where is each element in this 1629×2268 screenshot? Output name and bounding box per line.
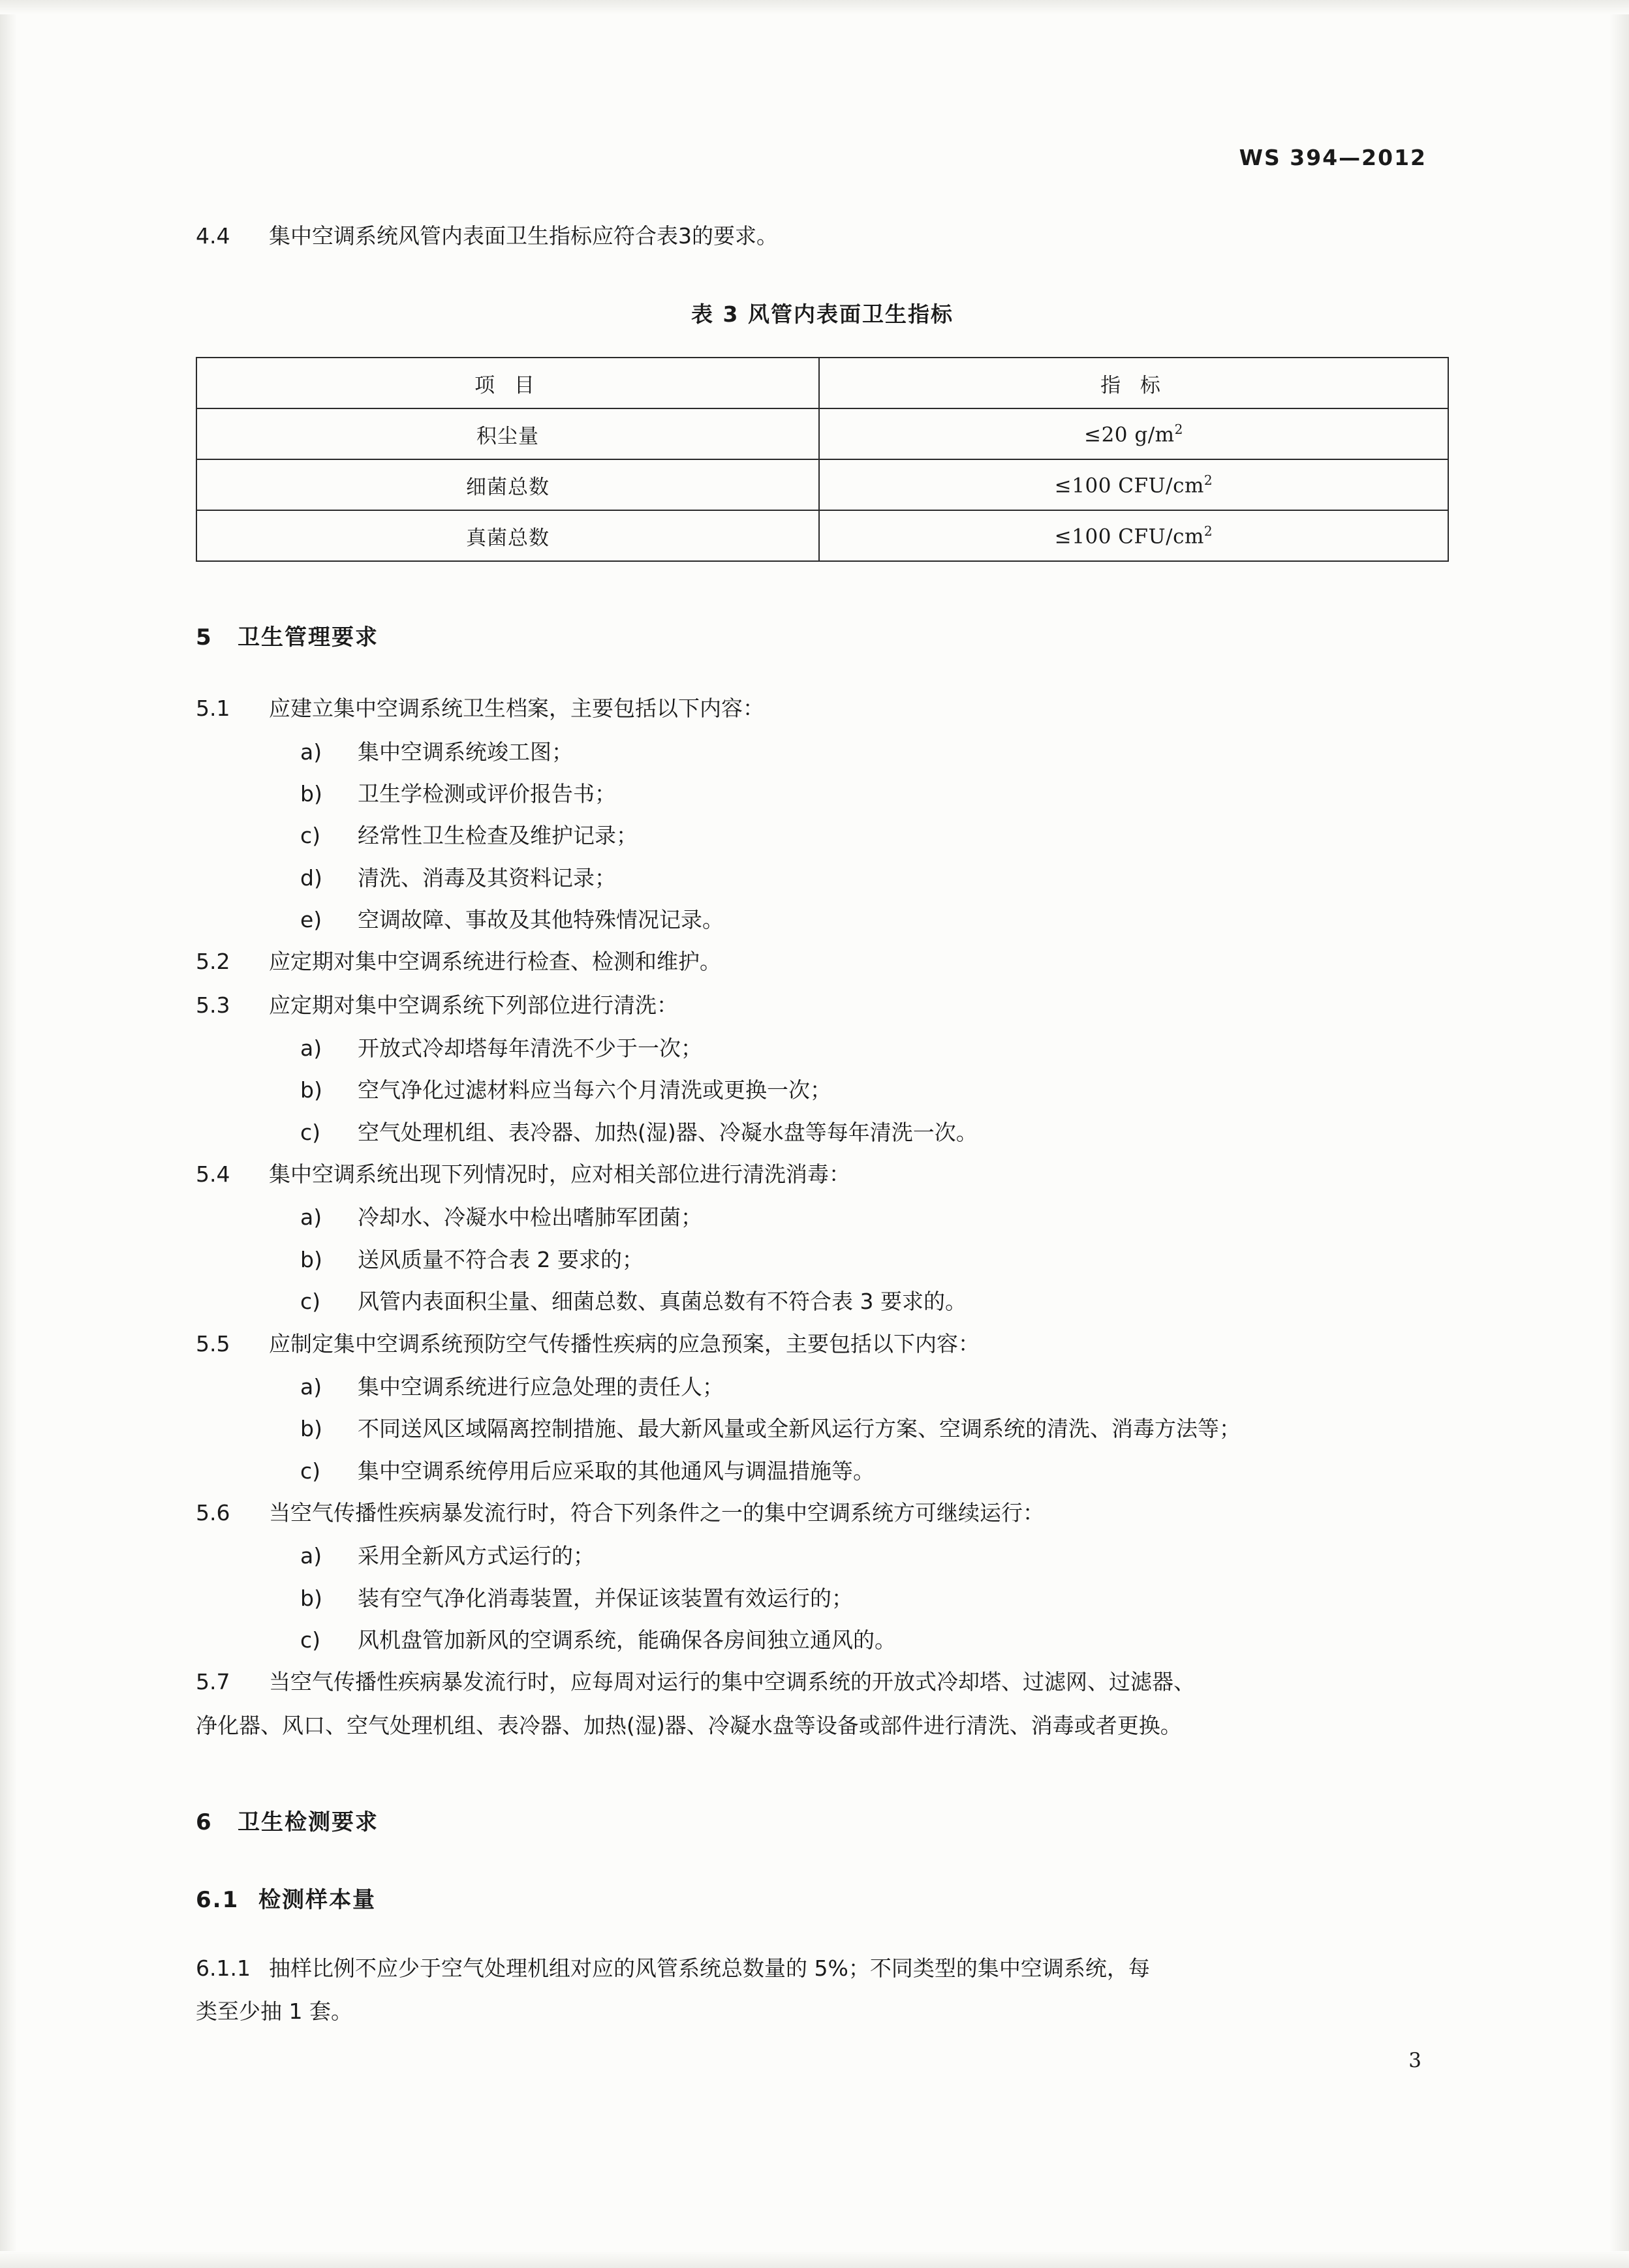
clause-5-5-text: 应制定集中空调系统预防空气传播性疾病的应急预案，主要包括以下内容： <box>269 1330 980 1356</box>
table3-row1-value-sup: 2 <box>1203 472 1213 489</box>
table3-row2-value <box>819 510 1448 561</box>
document-header-code: WS 394—2012 <box>1239 145 1427 170</box>
list-item-text: 空气净化过滤材料应当每六个月清洗或更换一次； <box>358 1077 831 1103</box>
list-item-label: c) <box>300 1119 321 1145</box>
list-item <box>196 1619 1449 1661</box>
section-6-number: 6 <box>196 1809 213 1835</box>
table3-row0-value-sup: 2 <box>1174 421 1183 438</box>
list-item-label: a) <box>300 1035 322 1062</box>
list-item-label: b) <box>300 1416 322 1442</box>
clause-5-4 <box>196 1154 1449 1195</box>
list-item-text: 集中空调系统进行应急处理的责任人； <box>358 1373 724 1400</box>
clause-5-1 <box>196 688 1449 729</box>
clause-5-5-number: 5.5 <box>196 1330 230 1356</box>
list-item <box>196 1112 1449 1154</box>
list-item-text: 集中空调系统竣工图； <box>358 739 573 765</box>
list-item <box>196 899 1449 941</box>
list-item-text: 空气处理机组、表冷器、加热(湿)器、冷凝水盘等每年清洗一次。 <box>358 1119 978 1145</box>
subsection-6-1-title: 检测样本量 <box>258 1886 376 1913</box>
clause-5-7-number: 5.7 <box>196 1669 230 1695</box>
clause-5-3 <box>196 985 1449 1026</box>
list-item-text: 卫生学检测或评价报告书； <box>358 781 616 807</box>
scan-edge-bottom <box>0 2251 1629 2268</box>
clause-5-5 <box>196 1323 1449 1365</box>
table3-header-item: 项 目 <box>196 358 819 408</box>
clause-6-1-1-text: 抽样比例不应少于空气处理机组对应的风管系统总数量的 5%；不同类型的集中空调系统，每 <box>269 1955 1150 1981</box>
clause-5-4-number: 5.4 <box>196 1161 230 1188</box>
table-row <box>196 408 1448 459</box>
clause-6-1-1-number: 6.1.1 <box>196 1955 251 1981</box>
list-item <box>196 1197 1449 1238</box>
list-item-text: 清洗、消毒及其资料记录； <box>358 865 616 891</box>
list-item-text: 开放式冷却塔每年清洗不少于一次； <box>358 1035 702 1062</box>
section-5-heading <box>196 619 1449 651</box>
list-item-label: a) <box>300 1204 322 1231</box>
clause-5-6-text: 当空气传播性疾病暴发流行时，符合下列条件之一的集中空调系统方可继续运行： <box>269 1499 1044 1525</box>
list-item-label: e) <box>300 907 322 933</box>
list-item-text: 采用全新风方式运行的； <box>358 1543 595 1569</box>
list-item-text: 送风质量不符合表 2 要求的； <box>358 1246 644 1272</box>
list-item-label: b) <box>300 1246 322 1272</box>
list-item <box>196 1578 1449 1619</box>
table3-row0-item: 积尘量 <box>196 408 819 459</box>
list-item-label: b) <box>300 781 322 807</box>
list-item-text: 不同送风区域隔离控制措施、最大新风量或全新风运行方案、空调系统的清洗、消毒方法等； <box>358 1416 1241 1442</box>
clause-5-6-number: 5.6 <box>196 1499 230 1525</box>
section-6-heading <box>196 1804 1449 1836</box>
list-item-text: 风管内表面积尘量、细菌总数、真菌总数有不符合表 3 要求的。 <box>358 1289 967 1315</box>
list-item <box>196 731 1449 773</box>
section-6-title: 卫生检测要求 <box>238 1809 379 1835</box>
section-5-number: 5 <box>196 624 213 651</box>
list-item-text: 冷却水、冷凝水中检出嗜肺军团菌； <box>358 1204 702 1231</box>
clause-4-4-number: 4.4 <box>196 223 230 249</box>
subsection-6-1-number: 6.1 <box>196 1886 240 1913</box>
table3-row1-value-text: ≤100 CFU/cm <box>1054 474 1204 498</box>
list-item-label: c) <box>300 823 321 849</box>
list-item <box>196 1281 1449 1323</box>
clause-5-1-text: 应建立集中空调系统卫生档案，主要包括以下内容： <box>269 696 764 722</box>
list-item-label: c) <box>300 1627 321 1653</box>
list-item-label: b) <box>300 1077 322 1103</box>
list-item-label: a) <box>300 1373 322 1400</box>
list-item-text: 装有空气净化消毒装置，并保证该装置有效运行的； <box>358 1585 853 1611</box>
clause-5-4-text: 集中空调系统出现下列情况时，应对相关部位进行清洗消毒： <box>269 1161 850 1188</box>
clause-5-7 <box>196 1661 1449 1703</box>
section-5-title: 卫生管理要求 <box>238 624 379 651</box>
table3-row0-value-text: ≤20 g/m <box>1084 423 1175 447</box>
clause-4-4 <box>196 215 1449 257</box>
table3 <box>196 357 1449 562</box>
table3-header-index: 指 标 <box>819 358 1448 408</box>
clause-5-1-number: 5.1 <box>196 696 230 722</box>
list-item-label: a) <box>300 1543 322 1569</box>
clause-5-2-number: 5.2 <box>196 949 230 975</box>
clause-5-7-continued: 净化器、风口、空气处理机组、表冷器、加热(湿)器、冷凝水盘等设备或部件进行清洗、消毒或者更换。 <box>196 1712 1182 1738</box>
list-item <box>196 1239 1449 1281</box>
clause-5-3-text: 应定期对集中空调系统下列部位进行清洗： <box>269 992 678 1018</box>
list-item-label: c) <box>300 1458 321 1484</box>
table3-row2-item: 真菌总数 <box>196 510 819 561</box>
list-item <box>196 1028 1449 1069</box>
table-row <box>196 510 1448 561</box>
list-item-text: 经常性卫生检查及维护记录； <box>358 823 638 849</box>
list-item <box>196 857 1449 899</box>
document-body <box>196 215 1449 2034</box>
table-header-row <box>196 358 1448 408</box>
clause-6-1-1-continued: 类至少抽 1 套。 <box>196 1999 352 2025</box>
list-item-text: 空调故障、事故及其他特殊情况记录。 <box>358 907 724 933</box>
page-number: 3 <box>1408 2049 1421 2072</box>
list-item-label: b) <box>300 1585 322 1611</box>
subsection-6-1-heading <box>196 1882 1449 1914</box>
list-item <box>196 815 1449 857</box>
clause-6-1-1 <box>196 1948 1449 1989</box>
list-item <box>196 1535 1449 1577</box>
clause-4-4-text: 集中空调系统风管内表面卫生指标应符合表3的要求。 <box>269 223 778 249</box>
table3-row1-value <box>819 459 1448 510</box>
clause-5-2-text: 应定期对集中空调系统进行检查、检测和维护。 <box>269 949 721 975</box>
list-item-label: d) <box>300 865 322 891</box>
scan-edge-top <box>0 0 1629 14</box>
table-row <box>196 459 1448 510</box>
clause-5-3-number: 5.3 <box>196 992 230 1018</box>
table3-row0-value <box>819 408 1448 459</box>
clause-5-7-text: 当空气传播性疾病暴发流行时，应每周对运行的集中空调系统的开放式冷却塔、过滤网、过滤器、 <box>269 1669 1195 1695</box>
list-item <box>196 1408 1449 1450</box>
scan-edge-right <box>1609 0 1629 2268</box>
table3-title: 表 3 风管内表面卫生指标 <box>691 301 954 328</box>
table3-row2-value-text: ≤100 CFU/cm <box>1054 525 1204 549</box>
clause-5-2 <box>196 941 1449 983</box>
list-item-text: 集中空调系统停用后应采取的其他通风与调温措施等。 <box>358 1458 875 1484</box>
list-item <box>196 773 1449 815</box>
list-item <box>196 1069 1449 1111</box>
table3-row1-item: 细菌总数 <box>196 459 819 510</box>
list-item-label: c) <box>300 1289 321 1315</box>
list-item-label: a) <box>300 739 322 765</box>
table3-row2-value-sup: 2 <box>1203 523 1213 540</box>
list-item-text: 风机盘管加新风的空调系统，能确保各房间独立通风的。 <box>358 1627 896 1653</box>
list-item <box>196 1450 1449 1492</box>
clause-5-6 <box>196 1492 1449 1534</box>
list-item <box>196 1366 1449 1408</box>
scan-edge-left <box>0 0 17 2268</box>
